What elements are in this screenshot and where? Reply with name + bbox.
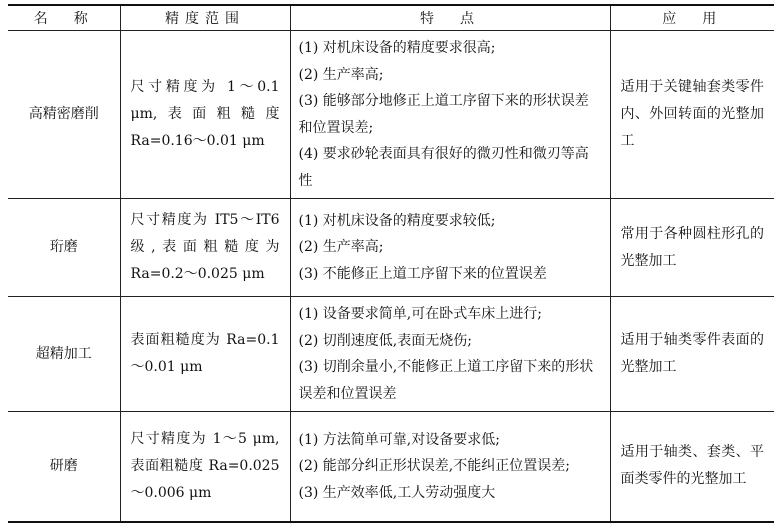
precision-range: 尺寸精度为 IT5～IT6 级,表面粗糙度为 Ra=0.2～0.025 μm: [120, 199, 290, 297]
feature-item: (4) 要求砂轮表面具有很好的微刃性和微刃等高性: [298, 146, 589, 189]
feature-item: (3) 切削余量小,不能修正上道工序留下来的形状误差和位置误差: [298, 359, 594, 402]
feature-item: (3) 能够部分地修正上道工序留下来的形状误差和位置误差;: [298, 93, 589, 136]
feature-item: (2) 切削速度低,表面无烧伤;: [298, 332, 472, 349]
feature-item: (3) 生产效率低,工人劳动强度大: [298, 484, 496, 501]
features-cell: [290, 297, 610, 412]
header-range: 精度范围: [120, 5, 290, 31]
features-cell: [290, 31, 610, 199]
header-name: 名 称: [8, 5, 120, 31]
feature-item: (1) 方法简单可靠,对设备要求低;: [298, 431, 500, 448]
precision-range: 表面粗糙度为 Ra=0.1～0.01 μm: [120, 297, 290, 412]
table-row: [8, 412, 774, 522]
application: 适用于轴类零件表面的光整加工: [610, 297, 774, 412]
process-name: 超精加工: [8, 297, 120, 412]
feature-item: (3) 不能修正上道工序留下来的位置误差: [298, 265, 547, 282]
application: 常用于各种圆柱形孔的光整加工: [610, 199, 774, 297]
process-name: 高精密磨削: [8, 31, 120, 199]
application: 适用于关键轴套类零件内、外回转面的光整加工: [610, 31, 774, 199]
feature-item: (1) 设备要求简单,可在卧式车床上进行;: [298, 306, 542, 322]
process-comparison-table: [8, 4, 774, 523]
feature-item: (2) 生产率高;: [298, 66, 384, 83]
feature-item: (2) 生产率高;: [298, 239, 384, 256]
process-name: 研磨: [8, 412, 120, 522]
features-cell: [290, 412, 610, 522]
process-name: 珩磨: [8, 199, 120, 297]
header-row: [8, 5, 774, 31]
feature-item: (1) 对机床设备的精度要求较低;: [298, 212, 496, 229]
table-row: [8, 199, 774, 297]
table-row: [8, 31, 774, 199]
header-features: 特 点: [290, 5, 610, 31]
table-row: [8, 297, 774, 412]
application: 适用于轴类、套类、平面类零件的光整加工: [610, 412, 774, 522]
feature-item: (1) 对机床设备的精度要求很高;: [298, 40, 496, 56]
header-application: 应 用: [610, 5, 774, 31]
features-cell: [290, 199, 610, 297]
precision-range: 尺寸精度为 1～5 μm,表面粗糙度 Ra=0.025～0.006 μm: [120, 412, 290, 522]
feature-item: (2) 能部分纠正形状误差,不能纠正位置误差;: [298, 458, 570, 474]
precision-range: 尺寸精度为 1～0.1 μm,表面粗糙度 Ra=0.16～0.01 μm: [120, 31, 290, 199]
